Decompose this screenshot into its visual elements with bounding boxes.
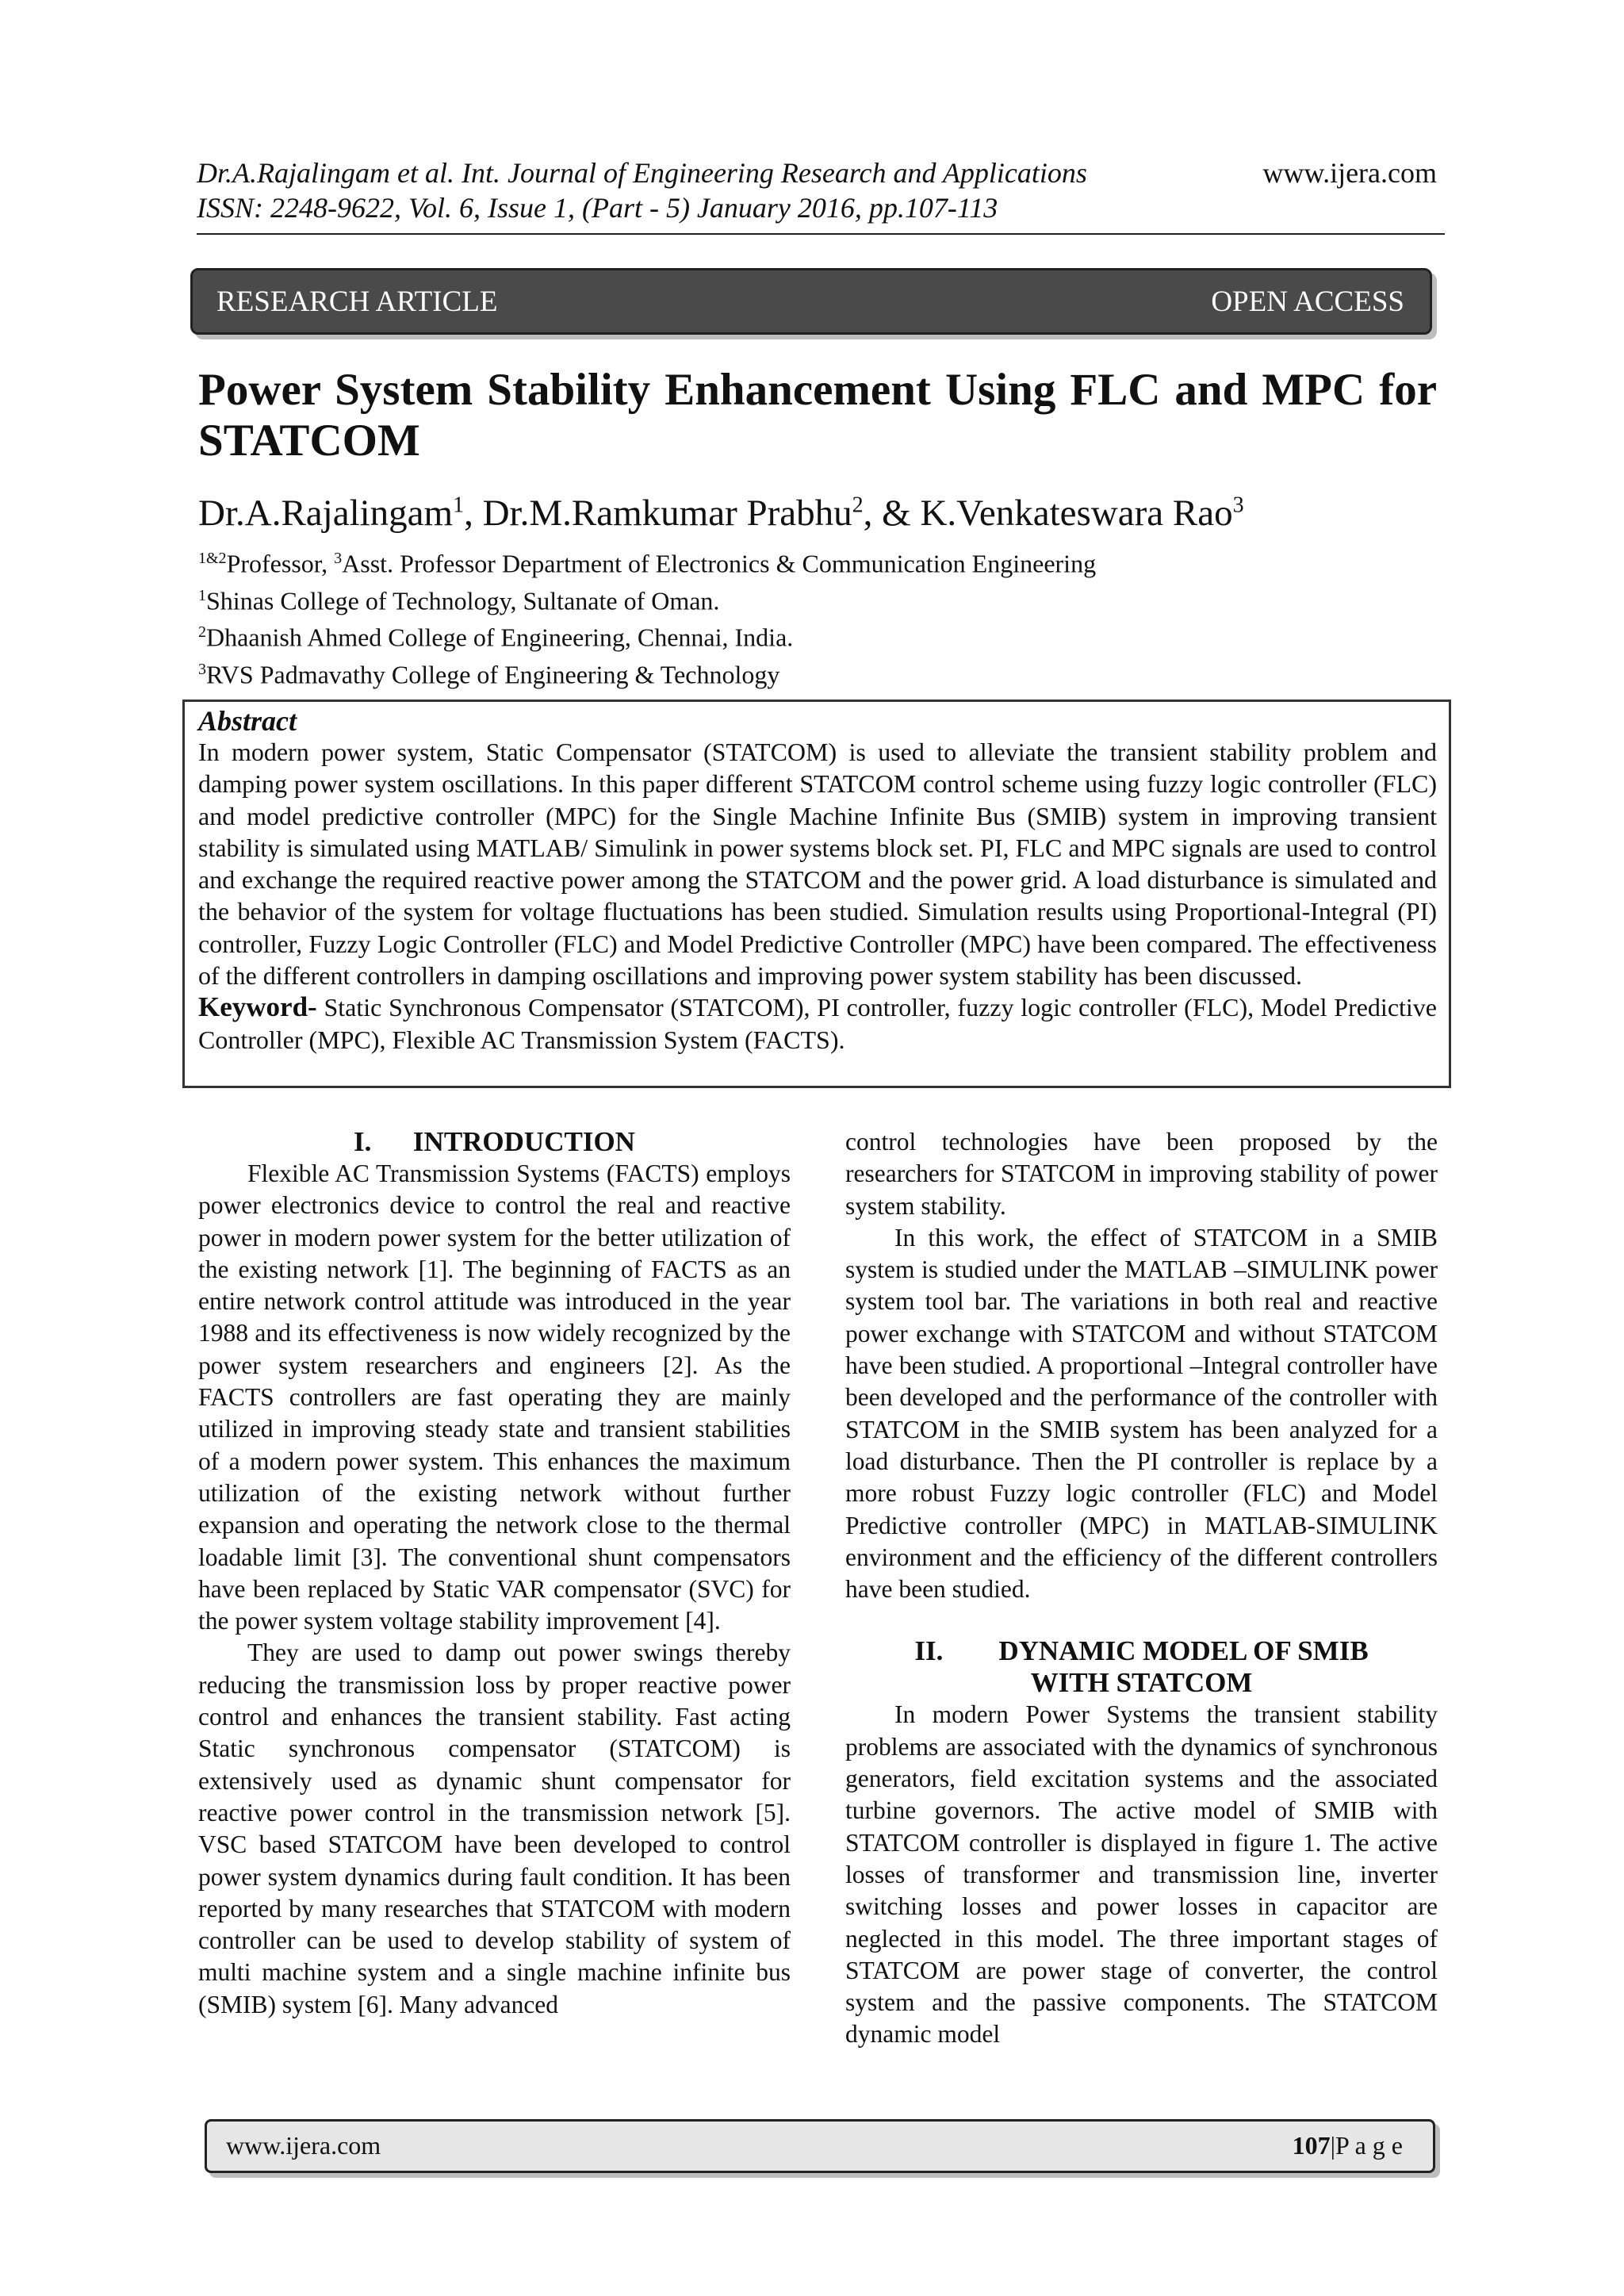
- intro-paragraph-2: They are used to damp out power swings thereby reducing the transmission loss by proper reactive power control and enhances the transient stability. Fast acting Static synchronous compensator (STATCOM) is extensively used as dynamic shunt compensator for reactive power control in the transmission network [5]. VSC based STATCOM have been developed to control power system dynamics during fault condition. It has been reported by many researches that STATCOM with modern controller can be used to develop stability of system of multi machine system and a single machine infinite bus (SMIB) system [6]. Many advanced: [198, 1639, 791, 2018]
- section-1-heading: I. INTRODUCTION: [354, 1126, 635, 1157]
- intro-paragraph-1: Flexible AC Transmission Systems (FACTS) employs power electronics device to control the real and reactive power in modern power system for the better utilization of the existing network [1]. The beginning of FACTS as an entire network control attitude was introduced in the year 1988 and its effectiveness is now widely recognized by the power system researchers and engineers [2]. As the FACTS controllers are fast operating they are mainly utilized in improving steady state and transient stabilities of a modern power system. This enhances the maximum utilization of the existing network without further expansion and operating the network close to the thermal loadable limit [3]. The conventional shunt compensators have been replaced by Static VAR compensator (SVC) for the power system voltage stability improvement [4].: [198, 1159, 791, 1635]
- affil-sup: 3: [334, 550, 343, 567]
- page-label: |P a g e: [1330, 2131, 1403, 2160]
- page-number-value: 107: [1292, 2131, 1331, 2160]
- header-site-link[interactable]: www.ijera.com: [1262, 157, 1437, 189]
- header-divider: [197, 233, 1445, 235]
- affiliation-line-4: [198, 654, 1096, 691]
- author-3-sup: 3: [1232, 493, 1244, 518]
- affiliation-line-1: [198, 542, 1096, 580]
- affil-text: Shinas College of Technology, Sultanate of Oman.: [206, 586, 720, 615]
- paper-title: Power System Stability Enhancement Using FLC and MPC for STATCOM: [198, 365, 1437, 466]
- intro-paragraph-3: control technologies have been proposed by the researchers for STATCOM in improving stability of power system stability.: [845, 1128, 1438, 1220]
- author-1-sup: 1: [453, 493, 465, 518]
- article-type-banner: [190, 268, 1432, 335]
- page-footer: [205, 2119, 1435, 2173]
- affiliations: [198, 542, 1096, 691]
- affiliation-line-3: [198, 616, 1096, 654]
- research-article-label: RESEARCH ARTICLE: [216, 286, 498, 318]
- section-2-heading-line-2: WITH STATCOM: [1030, 1667, 1253, 1699]
- keyword-label: Keyword-: [198, 991, 317, 1023]
- abstract-heading: Abstract: [198, 705, 297, 737]
- author-1: Dr.A.Rajalingam: [198, 493, 454, 534]
- affil-text: Dhaanish Ahmed College of Engineering, Chennai, India.: [206, 623, 794, 652]
- author-2-sup: 2: [852, 493, 864, 518]
- affil-text: Professor,: [226, 549, 335, 578]
- affil-sup: 1: [198, 586, 206, 604]
- running-header: [197, 155, 1437, 225]
- author-2: , Dr.M.Ramkumar Prabhu: [464, 493, 852, 534]
- right-column: [845, 1126, 1438, 2051]
- affil-sup: 3: [198, 660, 206, 678]
- author-3: , & K.Venkateswara Rao: [863, 493, 1233, 534]
- affil-text: RVS Padmavathy College of Engineering & Technology: [206, 660, 780, 689]
- page-number: [1293, 2131, 1403, 2160]
- section-2-heading-line-1: II. DYNAMIC MODEL OF SMIB: [914, 1635, 1369, 1667]
- abstract-text: In modern power system, Static Compensator (STATCOM) is used to alleviate the transient stability problem and damping power system oscillations. In this paper different STATCOM control scheme using fuzzy logic controller (FLC) and model predictive controller (MPC) for the Single Machine Infinite Bus (SMIB) system in improving transient stability is simulated using MATLAB/ Simulink in power systems block set. PI, FLC and MPC signals are used to control and exchange the required reactive power among the STATCOM and the power grid. A load disturbance is simulated and the behavior of the system for voltage fluctuations has been studied. Simulation results using Proportional-Integral (PI) controller, Fuzzy Logic Controller (FLC) and Model Predictive Controller (MPC) have been compared. The effectiveness of the different controllers in damping oscillations and improving power system stability has been discussed.: [198, 738, 1437, 991]
- footer-site-link[interactable]: www.ijera.com: [226, 2131, 381, 2160]
- open-access-label: OPEN ACCESS: [1211, 286, 1404, 318]
- affil-text: Asst. Professor Department of Electronics & Communication Engineering: [342, 549, 1097, 578]
- left-column: [198, 1126, 791, 2021]
- section-2-paragraph-1: In modern Power Systems the transient stability problems are associated with the dynamics of synchronous generators, field excitation systems and the associated turbine governors. The active model of SMIB with STATCOM controller is displayed in figure 1. The active losses of transformer and transmission line, inverter switching losses and power losses in capacitor are neglected in this model. The three important stages of STATCOM are power stage of converter, the control system and the passive components. The STATCOM dynamic model: [845, 1700, 1438, 2049]
- affiliation-line-2: [198, 580, 1096, 617]
- abstract-body: [198, 736, 1437, 1056]
- intro-paragraph-4: In this work, the effect of STATCOM in a SMIB system is studied under the MATLAB –SIMULINK power system tool bar. The variations in both real and reactive power exchange with STATCOM and without STATCOM have been studied. A proportional –Integral controller have been developed and the performance of the controller with STATCOM in the SMIB system has been analyzed for a load disturbance. Then the PI controller is replace by a more robust Fuzzy logic controller (FLC) and Model Predictive controller (MPC) in MATLAB-SIMULINK environment and the efficiency of the different controllers have been studied.: [845, 1223, 1438, 1604]
- affil-sup: 1&2: [198, 550, 227, 567]
- affil-sup: 2: [198, 623, 206, 642]
- journal-line-2: ISSN: 2248-9622, Vol. 6, Issue 1, (Part - 5) January 2016, pp.107-113: [197, 192, 998, 224]
- author-list: [198, 492, 1244, 535]
- keywords-text: Static Synchronous Compensator (STATCOM), PI controller, fuzzy logic controller (FLC), Model Predictive Controller (MPC), Flexible AC Transmission System (FACTS).: [198, 993, 1437, 1054]
- journal-line-1: Dr.A.Rajalingam et al. Int. Journal of Engineering Research and Applications: [197, 157, 1087, 189]
